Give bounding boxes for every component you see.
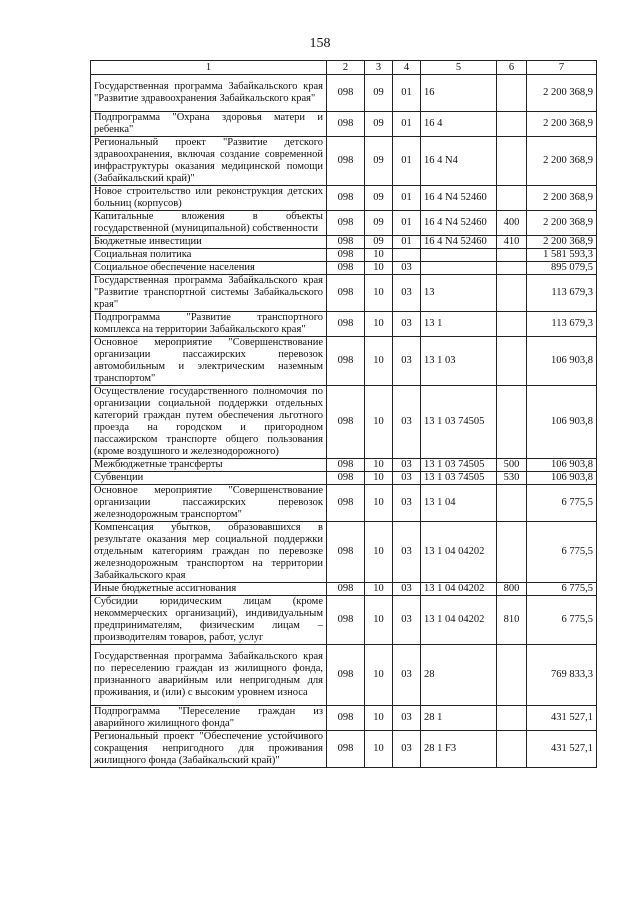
col-3-section: 09 (365, 112, 393, 137)
row-name: Осуществление государственного полномочия по организации социальной поддержки отдельных категорий граждан путем обеспечения льготного проезда на городском и пригородном пассажирском транспорте общего пользования (кроме воздушного и железнодорожного) (91, 386, 327, 459)
col-2-code: 098 (327, 112, 365, 137)
col-6-expense-type (497, 262, 527, 275)
col-4-subsection: 03 (393, 459, 421, 472)
col-6-expense-type (497, 485, 527, 522)
col-3-section: 09 (365, 236, 393, 249)
col-4-subsection (393, 249, 421, 262)
col-4-subsection: 03 (393, 706, 421, 731)
row-name: Социальная политика (91, 249, 327, 262)
col-4-subsection: 01 (393, 137, 421, 186)
col-7-amount: 2 200 368,9 (527, 75, 597, 112)
col-4-subsection: 01 (393, 112, 421, 137)
col-3-section: 09 (365, 137, 393, 186)
col-4-subsection: 03 (393, 262, 421, 275)
col-3-section: 09 (365, 211, 393, 236)
table-row (91, 472, 597, 485)
table-row (91, 112, 597, 137)
col-6-expense-type: 400 (497, 211, 527, 236)
col-6-expense-type: 800 (497, 583, 527, 596)
header-cell: 1 (91, 61, 327, 75)
row-name: Подпрограмма "Охрана здоровья матери и ребенка" (91, 112, 327, 137)
col-4-subsection: 03 (393, 485, 421, 522)
col-6-expense-type (497, 249, 527, 262)
col-5-target-article: 16 4 N4 52460 (421, 211, 497, 236)
row-name: Компенсация убытков, образовавшихся в результате оказания мер социальной поддержки отдельным категориям граждан по перевозке железнодорожным транспортом на территории Забайкальского края (91, 522, 327, 583)
col-5-target-article: 28 1 F3 (421, 731, 497, 768)
table-body (91, 75, 597, 768)
col-5-target-article: 16 4 (421, 112, 497, 137)
col-2-code: 098 (327, 312, 365, 337)
header-cell: 3 (365, 61, 393, 75)
col-5-target-article: 13 1 03 74505 (421, 386, 497, 459)
row-name: Субсидии юридическим лицам (кроме некоммерческих организаций), индивидуальным предпринимателям, физическим лицам – производителям товаров, работ, услуг (91, 596, 327, 645)
col-4-subsection: 03 (393, 522, 421, 583)
col-4-subsection: 01 (393, 186, 421, 211)
col-6-expense-type (497, 186, 527, 211)
table-row (91, 337, 597, 386)
col-7-amount: 2 200 368,9 (527, 137, 597, 186)
table-row (91, 645, 597, 706)
col-5-target-article: 13 1 04 04202 (421, 583, 497, 596)
col-5-target-article: 13 1 04 04202 (421, 596, 497, 645)
col-7-amount: 769 833,3 (527, 645, 597, 706)
col-5-target-article: 16 4 N4 (421, 137, 497, 186)
col-5-target-article (421, 262, 497, 275)
table-row (91, 211, 597, 236)
col-7-amount: 431 527,1 (527, 706, 597, 731)
col-2-code: 098 (327, 485, 365, 522)
col-4-subsection: 03 (393, 337, 421, 386)
col-2-code: 098 (327, 337, 365, 386)
table-row (91, 386, 597, 459)
table-row (91, 312, 597, 337)
col-7-amount: 106 903,8 (527, 459, 597, 472)
col-7-amount: 6 775,5 (527, 583, 597, 596)
col-3-section: 10 (365, 275, 393, 312)
header-cell: 5 (421, 61, 497, 75)
table-row (91, 485, 597, 522)
col-4-subsection: 03 (393, 645, 421, 706)
col-4-subsection: 03 (393, 596, 421, 645)
row-name: Бюджетные инвестиции (91, 236, 327, 249)
col-7-amount: 113 679,3 (527, 312, 597, 337)
col-3-section: 10 (365, 583, 393, 596)
col-3-section: 09 (365, 75, 393, 112)
table-row (91, 249, 597, 262)
row-name: Субвенции (91, 472, 327, 485)
col-7-amount: 106 903,8 (527, 472, 597, 485)
header-row (91, 61, 597, 75)
col-3-section: 10 (365, 706, 393, 731)
col-2-code: 098 (327, 386, 365, 459)
col-6-expense-type: 810 (497, 596, 527, 645)
table-row (91, 522, 597, 583)
col-2-code: 098 (327, 75, 365, 112)
col-7-amount: 1 581 593,3 (527, 249, 597, 262)
col-6-expense-type (497, 337, 527, 386)
col-2-code: 098 (327, 583, 365, 596)
col-2-code: 098 (327, 706, 365, 731)
col-6-expense-type (497, 386, 527, 459)
table-row (91, 186, 597, 211)
row-name: Социальное обеспечение населения (91, 262, 327, 275)
row-name: Иные бюджетные ассигнования (91, 583, 327, 596)
col-5-target-article: 13 1 03 74505 (421, 459, 497, 472)
col-3-section: 10 (365, 459, 393, 472)
row-name: Капитальные вложения в объекты государственной (муниципальной) собственности (91, 211, 327, 236)
col-5-target-article (421, 249, 497, 262)
budget-table (90, 60, 597, 768)
table-row (91, 137, 597, 186)
row-name: Подпрограмма "Переселение граждан из аварийного жилищного фонда" (91, 706, 327, 731)
col-3-section: 10 (365, 312, 393, 337)
col-3-section: 10 (365, 472, 393, 485)
col-5-target-article: 13 1 03 (421, 337, 497, 386)
col-3-section: 10 (365, 337, 393, 386)
col-3-section: 10 (365, 596, 393, 645)
header-cell: 7 (527, 61, 597, 75)
col-5-target-article: 13 1 03 74505 (421, 472, 497, 485)
col-3-section: 10 (365, 249, 393, 262)
col-3-section: 10 (365, 485, 393, 522)
col-4-subsection: 03 (393, 275, 421, 312)
table-row (91, 262, 597, 275)
row-name: Новое строительство или реконструкция детских больниц (корпусов) (91, 186, 327, 211)
row-name: Государственная программа Забайкальского края "Развитие транспортной системы Забайкальского края" (91, 275, 327, 312)
header-cell: 4 (393, 61, 421, 75)
col-7-amount: 895 079,5 (527, 262, 597, 275)
col-6-expense-type (497, 137, 527, 186)
col-4-subsection: 03 (393, 472, 421, 485)
table-row (91, 731, 597, 768)
table-row (91, 275, 597, 312)
row-name: Региональный проект "Обеспечение устойчивого сокращения непригодного для проживания жилищного фонда (Забайкальский край)" (91, 731, 327, 768)
col-7-amount: 6 775,5 (527, 522, 597, 583)
col-4-subsection: 03 (393, 583, 421, 596)
col-6-expense-type: 500 (497, 459, 527, 472)
col-3-section: 10 (365, 386, 393, 459)
col-4-subsection: 03 (393, 731, 421, 768)
col-7-amount: 6 775,5 (527, 485, 597, 522)
col-7-amount: 6 775,5 (527, 596, 597, 645)
table-row (91, 706, 597, 731)
col-4-subsection: 03 (393, 312, 421, 337)
row-name: Государственная программа Забайкальского края "Развитие здравоохранения Забайкальского края" (91, 75, 327, 112)
row-name: Межбюджетные трансферты (91, 459, 327, 472)
col-6-expense-type (497, 706, 527, 731)
col-5-target-article: 28 (421, 645, 497, 706)
col-5-target-article: 28 1 (421, 706, 497, 731)
page-number: 158 (309, 36, 331, 51)
col-3-section: 10 (365, 731, 393, 768)
col-6-expense-type (497, 75, 527, 112)
col-3-section: 09 (365, 186, 393, 211)
col-5-target-article: 16 4 N4 52460 (421, 236, 497, 249)
col-4-subsection: 01 (393, 75, 421, 112)
row-name: Государственная программа Забайкальского края по переселению граждан из жилищного фонда, признанного аварийным или непригодным для проживания, и (или) с высоким уровнем износа (91, 645, 327, 706)
header-cell: 6 (497, 61, 527, 75)
col-2-code: 098 (327, 731, 365, 768)
table-row (91, 75, 597, 112)
col-2-code: 098 (327, 275, 365, 312)
row-name: Основное мероприятие "Совершенствование организации пассажирских перевозок железнодорожным транспортом" (91, 485, 327, 522)
col-7-amount: 2 200 368,9 (527, 211, 597, 236)
col-6-expense-type (497, 522, 527, 583)
col-7-amount: 2 200 368,9 (527, 186, 597, 211)
col-2-code: 098 (327, 236, 365, 249)
table-row (91, 583, 597, 596)
col-6-expense-type: 530 (497, 472, 527, 485)
col-6-expense-type (497, 731, 527, 768)
col-6-expense-type (497, 312, 527, 337)
col-7-amount: 431 527,1 (527, 731, 597, 768)
col-2-code: 098 (327, 522, 365, 583)
col-5-target-article: 13 1 04 04202 (421, 522, 497, 583)
col-2-code: 098 (327, 645, 365, 706)
col-7-amount: 106 903,8 (527, 337, 597, 386)
col-6-expense-type (497, 275, 527, 312)
col-3-section: 10 (365, 262, 393, 275)
col-5-target-article: 16 (421, 75, 497, 112)
col-2-code: 098 (327, 137, 365, 186)
col-2-code: 098 (327, 459, 365, 472)
col-3-section: 10 (365, 522, 393, 583)
row-name: Региональный проект "Развитие детского здравоохранения, включая создание современной инфраструктуры оказания медицинской помощи (Забайкальский край)" (91, 137, 327, 186)
col-7-amount: 2 200 368,9 (527, 236, 597, 249)
col-3-section: 10 (365, 645, 393, 706)
col-2-code: 098 (327, 596, 365, 645)
col-5-target-article: 13 1 04 (421, 485, 497, 522)
col-2-code: 098 (327, 186, 365, 211)
col-6-expense-type: 410 (497, 236, 527, 249)
col-5-target-article: 16 4 N4 52460 (421, 186, 497, 211)
col-4-subsection: 01 (393, 211, 421, 236)
col-4-subsection: 03 (393, 386, 421, 459)
col-5-target-article: 13 1 (421, 312, 497, 337)
col-4-subsection: 01 (393, 236, 421, 249)
table-row (91, 596, 597, 645)
col-5-target-article: 13 (421, 275, 497, 312)
col-7-amount: 106 903,8 (527, 386, 597, 459)
col-7-amount: 113 679,3 (527, 275, 597, 312)
col-2-code: 098 (327, 211, 365, 236)
header-cell: 2 (327, 61, 365, 75)
col-6-expense-type (497, 645, 527, 706)
row-name: Подпрограмма "Развитие транспортного комплекса на территории Забайкальского края" (91, 312, 327, 337)
table-row (91, 236, 597, 249)
col-2-code: 098 (327, 472, 365, 485)
row-name: Основное мероприятие "Совершенствование организации пассажирских перевозок автомобильным и электрическим наземным транспортом" (91, 337, 327, 386)
col-7-amount: 2 200 368,9 (527, 112, 597, 137)
col-2-code: 098 (327, 262, 365, 275)
col-2-code: 098 (327, 249, 365, 262)
col-6-expense-type (497, 112, 527, 137)
table-row (91, 459, 597, 472)
